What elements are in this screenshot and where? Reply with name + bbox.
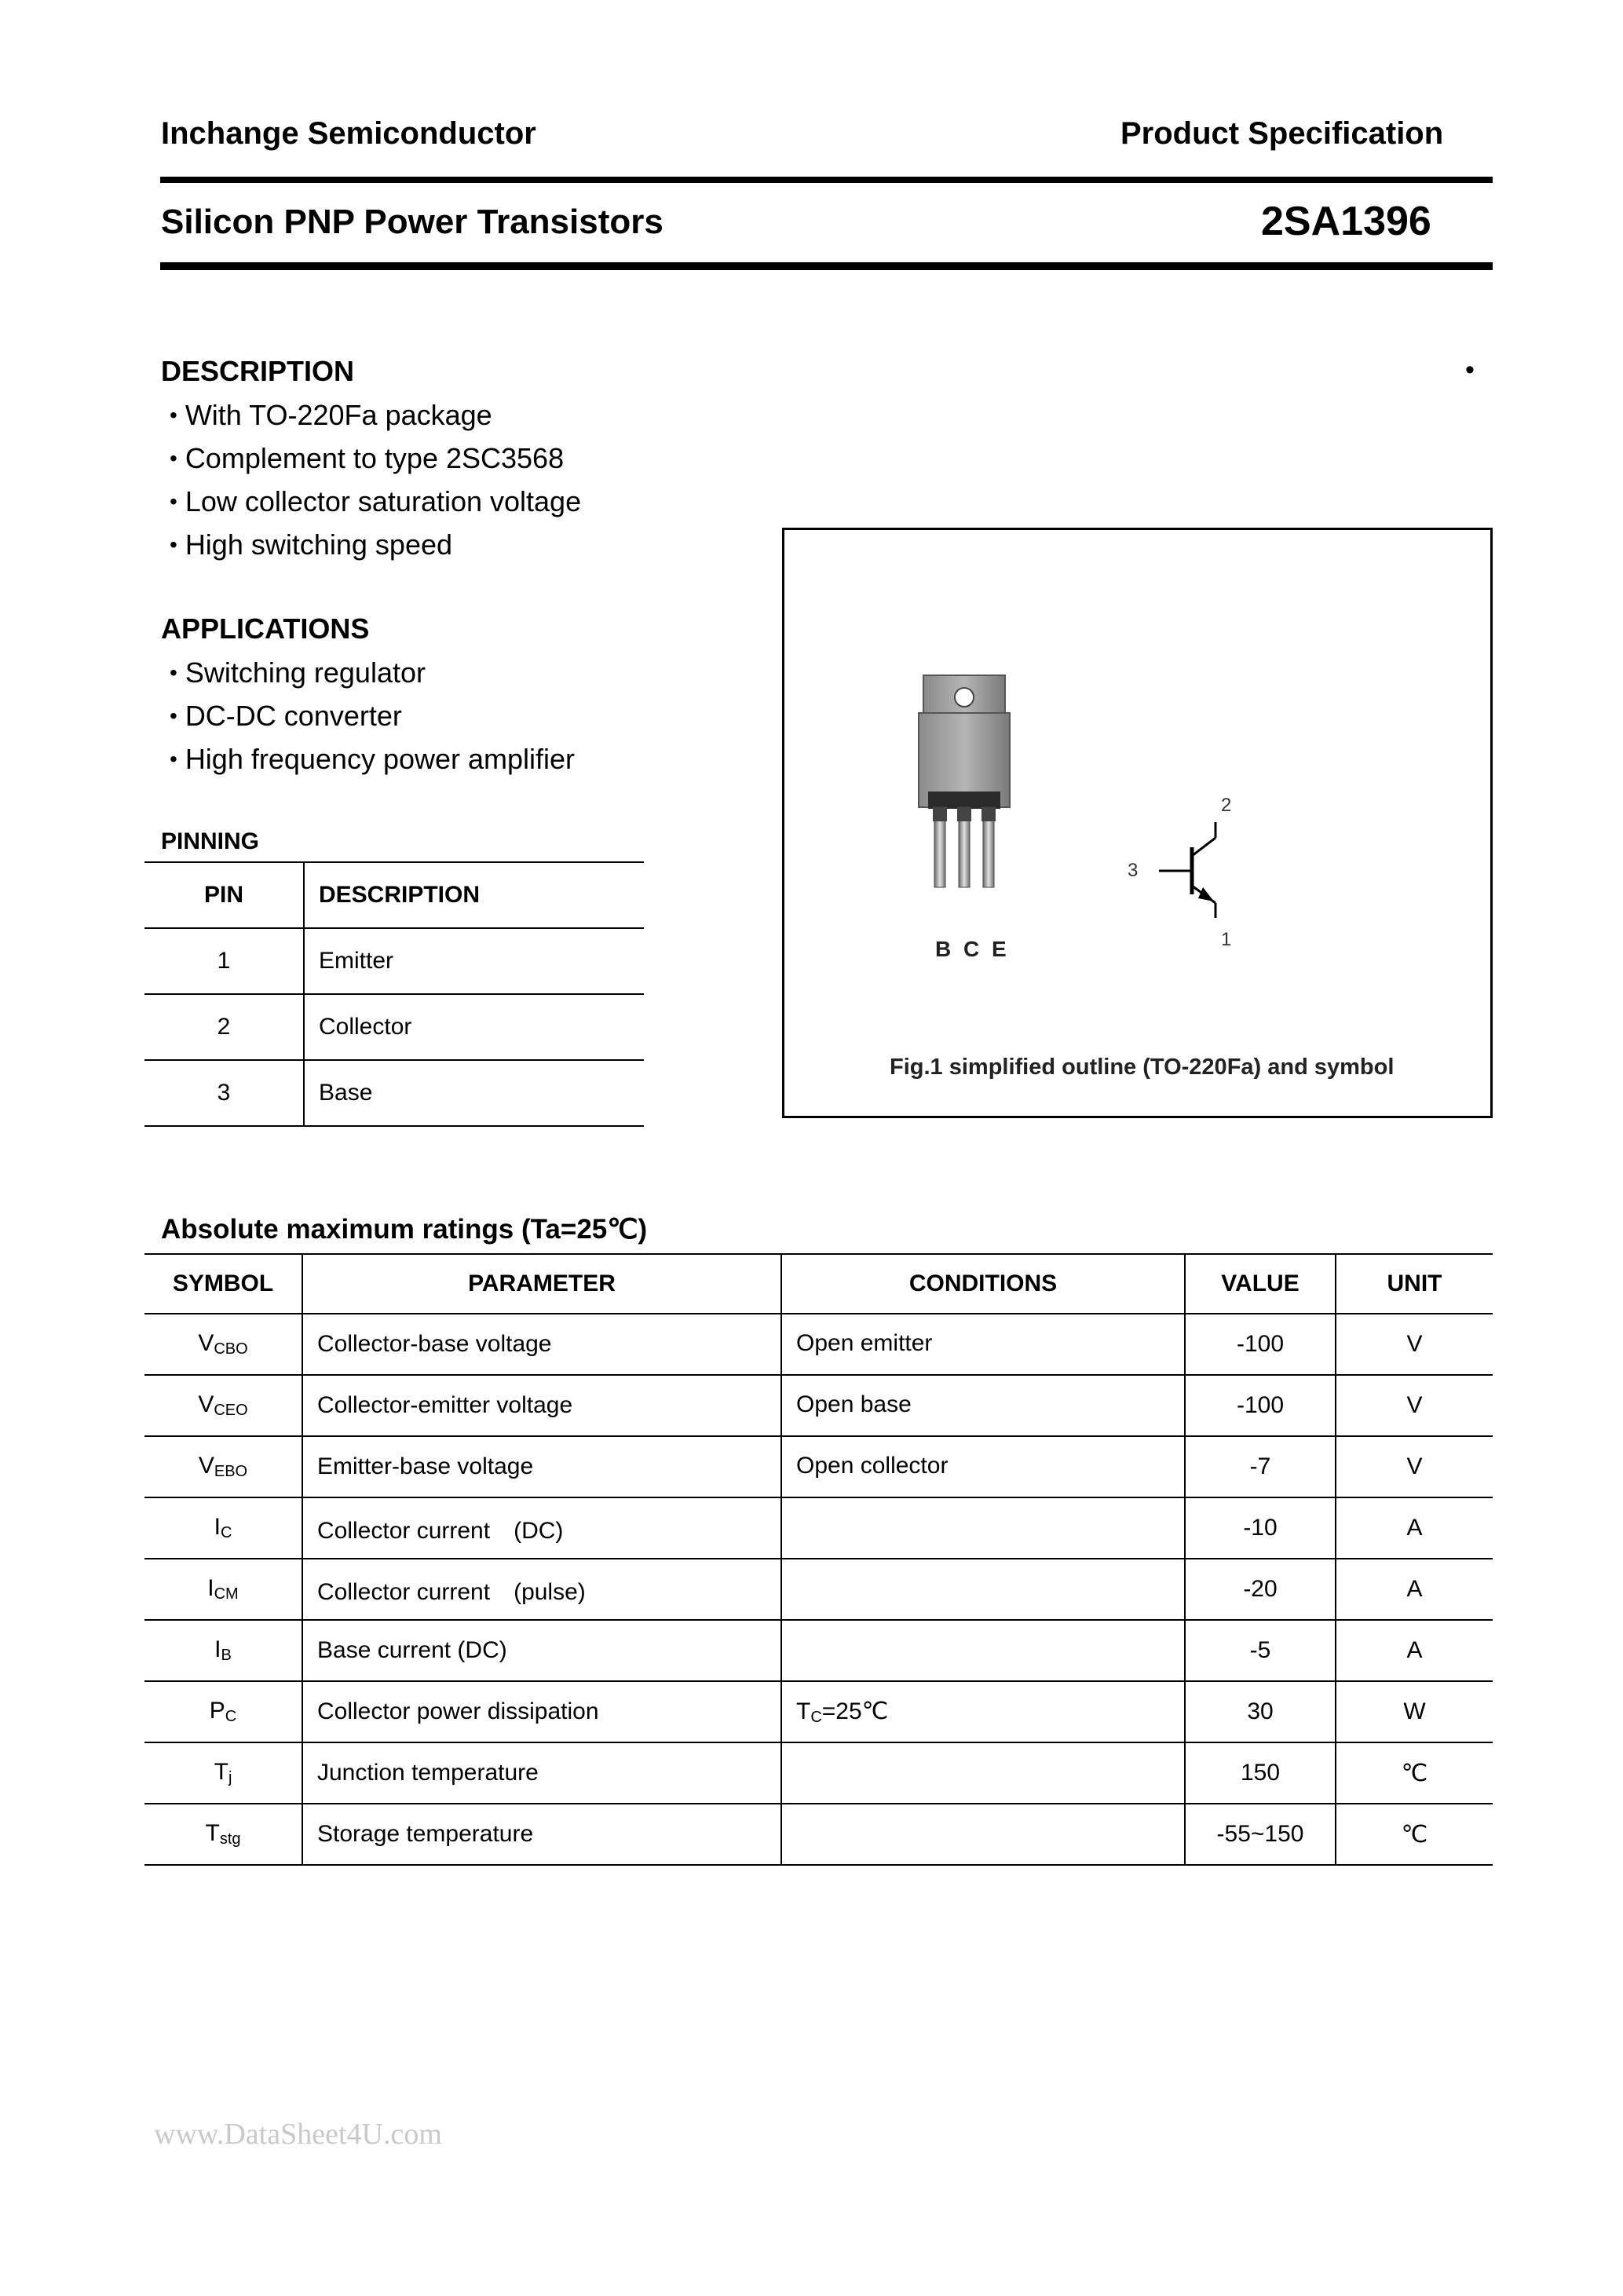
column-header: DESCRIPTION bbox=[304, 862, 644, 928]
value-cell: -55~150 bbox=[1185, 1804, 1336, 1865]
list-item: • Switching regulator bbox=[170, 651, 575, 694]
symbol-subscript: C bbox=[225, 1708, 237, 1725]
value-cell: -20 bbox=[1185, 1559, 1336, 1620]
symbol-subscript: CEO bbox=[214, 1402, 248, 1419]
figure-caption: Fig.1 simplified outline (TO-220Fa) and symbol bbox=[890, 1055, 1395, 1080]
ratings-table bbox=[144, 1253, 1493, 1866]
pnp-transistor-symbol bbox=[782, 528, 1493, 1118]
unit-cell: V bbox=[1336, 1436, 1493, 1497]
pinning-table bbox=[144, 861, 644, 1127]
unit-cell: A bbox=[1336, 1620, 1493, 1681]
list-item: • Low collector saturation voltage bbox=[170, 480, 581, 523]
symbol-letter: T bbox=[214, 1759, 228, 1785]
symbol-cell bbox=[144, 1497, 302, 1559]
table-row bbox=[144, 994, 644, 1060]
parameter-cell: Junction temperature bbox=[302, 1742, 781, 1804]
document-type: Product Specification bbox=[1120, 116, 1444, 151]
parameter-cell: Collector-emitter voltage bbox=[302, 1375, 781, 1436]
symbol-letter: I bbox=[214, 1636, 221, 1662]
value-cell: 150 bbox=[1185, 1742, 1336, 1804]
conditions-cell bbox=[781, 1804, 1185, 1865]
conditions-cell bbox=[781, 1497, 1185, 1559]
column-header: VALUE bbox=[1185, 1254, 1336, 1314]
symbol-subscript: stg bbox=[219, 1830, 241, 1848]
symbol-cell bbox=[144, 1742, 302, 1804]
symbol-cell bbox=[144, 1436, 302, 1497]
conditions-cell bbox=[781, 1681, 1185, 1742]
description-title: DESCRIPTION bbox=[161, 355, 355, 387]
table-row bbox=[144, 928, 644, 994]
unit-cell: V bbox=[1336, 1375, 1493, 1436]
table-row bbox=[144, 1436, 1493, 1497]
table-row bbox=[144, 1559, 1493, 1620]
symbol-cell bbox=[144, 1314, 302, 1375]
column-header: UNIT bbox=[1336, 1254, 1493, 1314]
parameter-cell: Collector power dissipation bbox=[302, 1681, 781, 1742]
symbol-letter: P bbox=[209, 1698, 225, 1724]
symbol-cell bbox=[144, 1559, 302, 1620]
parameter-cell: Collector-base voltage bbox=[302, 1314, 781, 1375]
symbol-subscript: EBO bbox=[214, 1463, 248, 1480]
value-cell: -10 bbox=[1185, 1497, 1336, 1559]
watermark: www.DataSheet4U.com bbox=[154, 2118, 442, 2151]
part-number: 2SA1396 bbox=[1261, 199, 1431, 244]
condition-text: Open emitter bbox=[796, 1330, 933, 1356]
condition-tail: =25℃ bbox=[821, 1698, 889, 1724]
table-header-row bbox=[144, 1254, 1493, 1314]
value-cell: 30 bbox=[1185, 1681, 1336, 1742]
pin-number: 3 bbox=[144, 1060, 304, 1126]
symbol-letter: V bbox=[198, 1453, 214, 1479]
header-rule-bottom bbox=[160, 262, 1493, 270]
symbol-letter: I bbox=[207, 1575, 214, 1601]
symbol-letter: V bbox=[198, 1330, 214, 1356]
product-line: Silicon PNP Power Transistors bbox=[161, 203, 663, 241]
parameter-cell: Storage temperature bbox=[302, 1804, 781, 1865]
conditions-cell bbox=[781, 1314, 1185, 1375]
parameter-cell: Collector current (DC) bbox=[302, 1497, 781, 1559]
condition-subscript: C bbox=[810, 1708, 822, 1726]
column-header: PIN bbox=[144, 862, 304, 928]
value-cell: -100 bbox=[1185, 1375, 1336, 1436]
ratings-title: Absolute maximum ratings (Ta=25℃) bbox=[161, 1214, 648, 1245]
pin-3-label: 3 bbox=[1128, 860, 1139, 881]
description-list bbox=[170, 393, 581, 566]
table-row bbox=[144, 1681, 1493, 1742]
lead-labels: B C E bbox=[935, 937, 1010, 961]
unit-cell: A bbox=[1336, 1559, 1493, 1620]
pinning-title: PINNING bbox=[161, 828, 260, 854]
applications-title: APPLICATIONS bbox=[161, 612, 370, 645]
list-item: • DC-DC converter bbox=[170, 694, 575, 737]
stray-dot: • bbox=[1465, 355, 1475, 385]
pin-2-label: 2 bbox=[1221, 795, 1232, 816]
symbol-cell bbox=[144, 1804, 302, 1865]
table-row bbox=[144, 1060, 644, 1126]
table-row bbox=[144, 1314, 1493, 1375]
symbol-letter: T bbox=[205, 1820, 220, 1846]
symbol-letter: I bbox=[214, 1514, 221, 1540]
company-name: Inchange Semiconductor bbox=[161, 116, 536, 151]
header-rule-top bbox=[160, 177, 1493, 183]
pin-1-label: 1 bbox=[1221, 929, 1232, 950]
conditions-cell bbox=[781, 1375, 1185, 1436]
condition-text: T bbox=[796, 1698, 811, 1724]
column-header: PARAMETER bbox=[302, 1254, 781, 1314]
unit-cell: W bbox=[1336, 1681, 1493, 1742]
conditions-cell bbox=[781, 1559, 1185, 1620]
table-row bbox=[144, 1497, 1493, 1559]
column-header: CONDITIONS bbox=[781, 1254, 1185, 1314]
table-header-row bbox=[144, 862, 644, 928]
symbol-cell bbox=[144, 1620, 302, 1681]
symbol-subscript: CBO bbox=[214, 1340, 248, 1358]
symbol-subscript: j bbox=[228, 1769, 232, 1786]
symbol-cell bbox=[144, 1681, 302, 1742]
parameter-cell: Collector current (pulse) bbox=[302, 1559, 781, 1620]
condition-text: Open collector bbox=[796, 1453, 949, 1479]
pin-number: 1 bbox=[144, 928, 304, 994]
table-row bbox=[144, 1804, 1493, 1865]
table-row bbox=[144, 1375, 1493, 1436]
value-cell: -5 bbox=[1185, 1620, 1336, 1681]
unit-cell: ℃ bbox=[1336, 1742, 1493, 1804]
conditions-cell bbox=[781, 1436, 1185, 1497]
pin-description: Emitter bbox=[304, 928, 644, 994]
column-header: SYMBOL bbox=[144, 1254, 302, 1314]
condition-text: Open base bbox=[796, 1391, 912, 1417]
pin-description: Base bbox=[304, 1060, 644, 1126]
symbol-cell bbox=[144, 1375, 302, 1436]
parameter-cell: Base current (DC) bbox=[302, 1620, 781, 1681]
symbol-subscript: CM bbox=[214, 1585, 239, 1603]
value-cell: -100 bbox=[1185, 1314, 1336, 1375]
list-item: • High switching speed bbox=[170, 523, 581, 566]
pin-description: Collector bbox=[304, 994, 644, 1060]
symbol-subscript: C bbox=[220, 1524, 232, 1541]
unit-cell: V bbox=[1336, 1314, 1493, 1375]
table-row bbox=[144, 1742, 1493, 1804]
parameter-cell: Emitter-base voltage bbox=[302, 1436, 781, 1497]
symbol-letter: V bbox=[198, 1391, 214, 1417]
unit-cell: A bbox=[1336, 1497, 1493, 1559]
list-item: • High frequency power amplifier bbox=[170, 737, 575, 781]
list-item: • Complement to type 2SC3568 bbox=[170, 437, 581, 480]
unit-cell: ℃ bbox=[1336, 1804, 1493, 1865]
conditions-cell bbox=[781, 1620, 1185, 1681]
value-cell: -7 bbox=[1185, 1436, 1336, 1497]
list-item: • With TO-220Fa package bbox=[170, 393, 581, 437]
conditions-cell bbox=[781, 1742, 1185, 1804]
pin-number: 2 bbox=[144, 994, 304, 1060]
applications-list bbox=[170, 651, 575, 781]
figure-box bbox=[782, 528, 1493, 1118]
table-row bbox=[144, 1620, 1493, 1681]
symbol-subscript: B bbox=[221, 1647, 232, 1664]
